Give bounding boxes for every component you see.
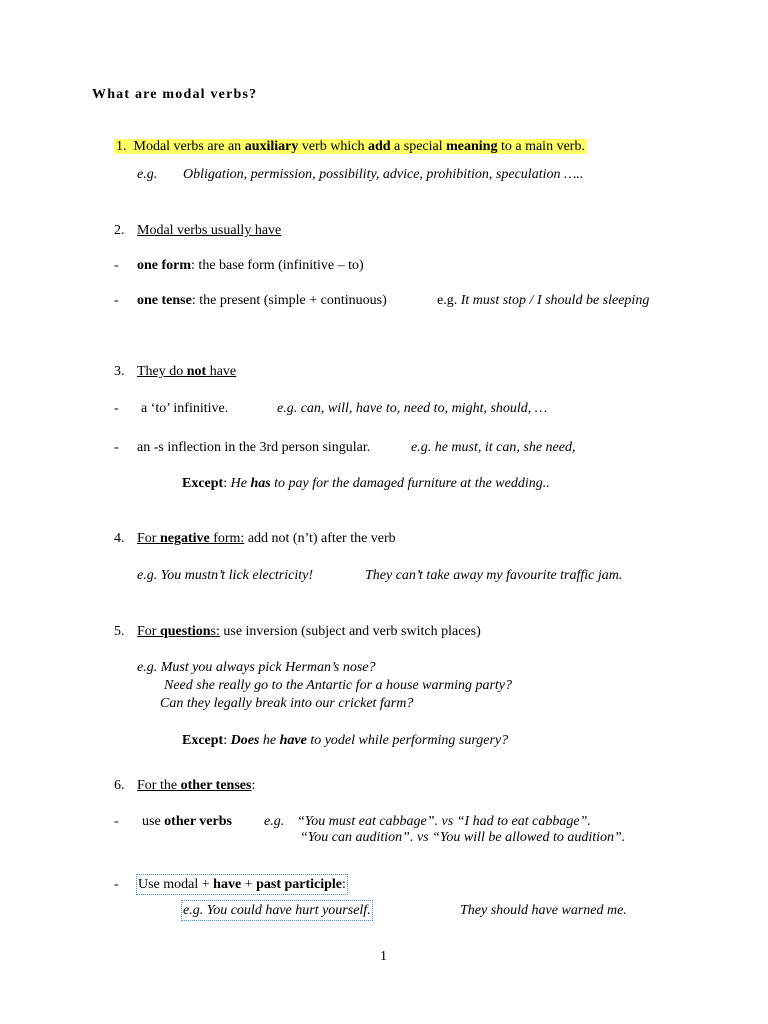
- text: +: [241, 877, 257, 892]
- section-5-exception: [182, 732, 508, 749]
- section-3-bullet-2: an -s inflection in the 3rd person singular.: [137, 440, 371, 455]
- text: :: [251, 778, 256, 793]
- section-2-bullet-2-example: [437, 292, 649, 309]
- text: He: [230, 476, 251, 491]
- bullet-dash: -: [114, 440, 119, 455]
- section-3-bullet-1: a ‘to’ infinitive.: [141, 401, 229, 416]
- text: For: [137, 624, 160, 639]
- eg-label: e.g.: [437, 293, 461, 308]
- text: to yodel while performing surgery?: [306, 733, 509, 748]
- bold-term: Does: [230, 733, 260, 748]
- bold-term: one tense: [137, 293, 192, 308]
- section-6-bullet-2-example-1: e.g. You could have hurt yourself.: [183, 903, 371, 918]
- section-3-exception: [182, 475, 550, 492]
- item-number: 1.: [116, 139, 127, 154]
- text: Use modal +: [138, 877, 214, 892]
- section-5-heading: [137, 623, 481, 640]
- text: :: [342, 877, 346, 892]
- text: to pay for the damaged furniture at the wedding..: [270, 476, 550, 491]
- section-5-example-2: Need she really go to the Antartic for a house warming party?: [164, 678, 513, 693]
- text: :: [223, 476, 231, 491]
- text: :: [223, 733, 231, 748]
- section-1: [114, 138, 587, 155]
- heading-underlined: [137, 778, 251, 793]
- section-4-example-1: e.g. You mustn’t lick electricity!: [137, 568, 313, 583]
- section-3-bullet-1-example: e.g. can, will, have to, need to, might, should, …: [277, 401, 548, 416]
- text: : the present (simple + continuous): [191, 293, 387, 308]
- bold-term: negative: [159, 531, 210, 546]
- section-1-highlight: [114, 139, 587, 154]
- section-2-bullet-1: [137, 257, 364, 274]
- page-number: 1: [380, 949, 387, 964]
- text: use: [142, 814, 165, 829]
- bullet-dash: -: [114, 258, 119, 273]
- section-3-bullet-2-example: e.g. he must, it can, she need,: [411, 440, 576, 455]
- bold-term: not: [186, 364, 207, 379]
- section-6-heading: [137, 777, 255, 794]
- section-6-bullet-1-example-1: “You must eat cabbage”. vs “I had to eat cabbage”.: [297, 814, 591, 829]
- section-6-number: 6.: [114, 778, 125, 793]
- text: to a main verb.: [497, 139, 585, 154]
- bold-term: auxiliary: [244, 139, 299, 154]
- example-text: It must stop / I should be sleeping: [460, 293, 650, 308]
- bullet-dash: -: [114, 401, 119, 416]
- bold-term: other verbs: [164, 814, 232, 829]
- section-3-number: 3.: [114, 364, 125, 379]
- section-2-bullet-2: [137, 292, 387, 309]
- bold-term: question: [159, 624, 211, 639]
- text: add not (n’t) after the verb: [244, 531, 396, 546]
- bold-term: have: [279, 733, 307, 748]
- section-5-example-3: Can they legally break into our cricket farm?: [160, 696, 414, 711]
- text: Modal verbs are an: [133, 139, 245, 154]
- text: verb which: [298, 139, 368, 154]
- section-6-bullet-1-example-2: “You can audition”. vs “You will be allowed to audition”.: [300, 830, 626, 845]
- text: For the: [137, 778, 181, 793]
- text: he: [259, 733, 280, 748]
- section-6-bullet-1: [142, 813, 232, 830]
- section-1-examples: Obligation, permission, possibility, advice, prohibition, speculation …..: [183, 167, 584, 182]
- heading-underlined: [137, 531, 244, 546]
- bold-term: other tenses: [180, 778, 252, 793]
- text: They do: [137, 364, 187, 379]
- section-6-bullet-2-example-2: They should have warned me.: [460, 903, 627, 918]
- bold-term: have: [213, 877, 242, 892]
- section-1-eg-label: e.g.: [137, 167, 158, 182]
- bold-term: add: [367, 139, 391, 154]
- bullet-dash: -: [114, 293, 119, 308]
- bold-term: one form: [137, 258, 192, 273]
- bold-term: past participle: [256, 877, 343, 892]
- text: a special: [390, 139, 447, 154]
- section-5-number: 5.: [114, 624, 125, 639]
- except-label: Except: [182, 733, 224, 748]
- section-3-heading: [137, 363, 236, 380]
- text: : the base form (infinitive – to): [191, 258, 364, 273]
- section-6-bullet-1-eg: e.g.: [264, 814, 285, 829]
- heading-underlined: [137, 624, 220, 639]
- bullet-dash: -: [114, 877, 119, 892]
- text: form:: [209, 531, 245, 546]
- except-label: Except: [182, 476, 224, 491]
- section-6-bullet-2: [138, 876, 346, 893]
- page-title: What are modal verbs?: [92, 87, 258, 102]
- section-4-example-2: They can’t take away my favourite traffic jam.: [365, 568, 623, 583]
- section-2-heading: Modal verbs usually have: [137, 223, 282, 238]
- text: have: [206, 364, 237, 379]
- text: s:: [210, 624, 220, 639]
- section-2-number: 2.: [114, 223, 125, 238]
- text: use inversion (subject and verb switch places): [219, 624, 481, 639]
- bold-term: has: [250, 476, 271, 491]
- text: For: [137, 531, 160, 546]
- bold-term: meaning: [446, 139, 498, 154]
- section-5-example-1: e.g. Must you always pick Herman’s nose?: [137, 660, 376, 675]
- bullet-dash: -: [114, 814, 119, 829]
- section-4-heading: [137, 530, 396, 547]
- section-4-number: 4.: [114, 531, 125, 546]
